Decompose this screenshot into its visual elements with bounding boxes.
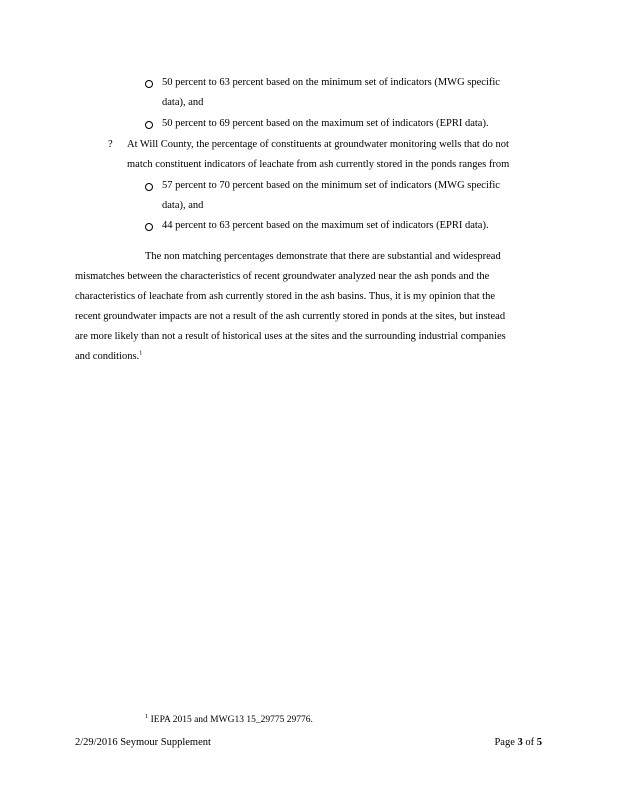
bullet-item xyxy=(162,76,500,90)
bullet-text-line: 50 percent to 69 percent based on the maximum set of indicators (EPRI data). xyxy=(162,118,489,129)
bullet-item xyxy=(162,219,489,233)
paragraph-line xyxy=(75,350,142,364)
bullet-text-line: 44 percent to 63 percent based on the maximum set of indicators (EPRI data). xyxy=(162,220,489,231)
bullet-text-line: data), and xyxy=(162,200,204,211)
paragraph-line xyxy=(75,330,506,344)
paragraph-text: The non matching percentages demonstrate that there are substantial and widespread xyxy=(145,251,501,262)
open-circle-bullet-icon xyxy=(145,80,153,88)
bullet-text-line: data), and xyxy=(162,97,204,108)
bullet-item xyxy=(162,117,489,131)
paragraph-text: recent groundwater impacts are not a result of the ash currently stored in ponds at the sites, but instead xyxy=(75,311,506,322)
paragraph-text: characteristics of leachate from ash currently stored in the ash basins. Thus, it is my opinion that the xyxy=(75,291,495,302)
paragraph-line xyxy=(75,270,489,284)
bullet-item xyxy=(162,179,500,193)
total-pages: 5 xyxy=(536,737,542,748)
footnote-reference: 1 xyxy=(139,349,143,357)
page-label: Page xyxy=(494,737,518,748)
paragraph-text: mismatches between the characteristics of recent groundwater analyzed near the ash ponds and the xyxy=(75,271,490,282)
bullet-text-line: 50 percent to 63 percent based on the minimum set of indicators (MWG specific xyxy=(162,77,500,88)
paragraph-line xyxy=(75,310,505,324)
footer-date-title: 2/29/2016 Seymour Supplement xyxy=(75,737,211,748)
bullet-continuation xyxy=(162,96,203,110)
list-item xyxy=(108,138,509,152)
open-circle-bullet-icon xyxy=(145,223,153,231)
paragraph-line xyxy=(75,290,495,304)
list-item-continuation xyxy=(127,158,509,172)
current-page: 3 xyxy=(517,737,523,748)
open-circle-bullet-icon xyxy=(145,121,153,129)
footnote-text: IEPA 2015 and MWG13 15_29775 29776. xyxy=(150,715,313,725)
bullet-text-line: 57 percent to 70 percent based on the minimum set of indicators (MWG specific xyxy=(162,180,500,191)
open-circle-bullet-icon xyxy=(145,183,153,191)
paragraph-text: and conditions. xyxy=(75,351,140,362)
list-item-text-line: match constituent indicators of leachate from ash currently stored in the ponds ranges from xyxy=(127,159,510,170)
list-marker: ? xyxy=(108,139,113,150)
paragraph-line xyxy=(145,250,501,264)
bullet-continuation xyxy=(162,199,203,213)
list-item-text-line: At Will County, the percentage of constituents at groundwater monitoring wells that do not xyxy=(127,139,509,150)
page-of: of xyxy=(522,737,537,748)
footnote xyxy=(145,713,313,727)
footer-page-number xyxy=(494,736,542,750)
paragraph-text: are more likely than not a result of historical uses at the sites and the surrounding industrial companies xyxy=(75,331,506,342)
footnote-number: 1 xyxy=(145,712,149,720)
